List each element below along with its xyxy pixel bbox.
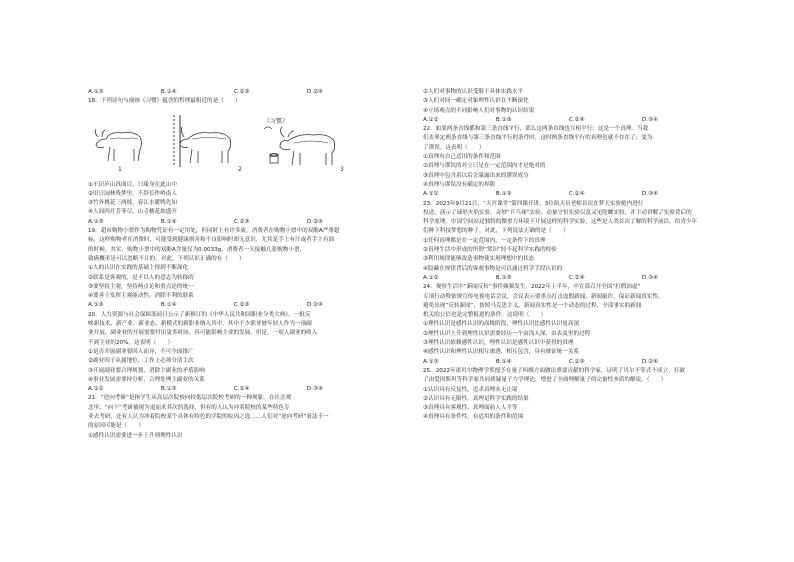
option: C.②④ [568,116,585,123]
option: D.②④ [641,358,658,365]
q23-item: ①任何真理都是在一定范围内，一定条件下的真理 [423,237,546,244]
q23-stem-line: 23．2023年9月21日，“天宫课堂”第四课开讲，3位航天员老师首次在梦天实验舱内进行 [423,200,644,207]
tree-post [174,115,180,167]
q23-stem-line: 投送，演示了球形火焰实验、奇妙“乒乓球”实验、动量守恒实验以及又见陀螺实验，并主动讲解了实验背后的 [423,209,692,216]
q22-options [423,190,658,199]
panel-number: 1 [118,165,122,173]
q19-item: ①人的认识在实践的基础上得到不断深化 [88,265,189,272]
cartoon-panel-1 [95,129,141,161]
option: D.②④ [306,89,323,95]
option: A.①② [423,191,439,198]
q22-stem-line: 们去界定两条直线与第三条直线平行的条件时，这时两条直线平行的真理也就不存在了；变为 [423,135,653,142]
q20-stem-line: 映新技术、新产业、新业态、新模式的新职业纳入其中。其中不少职业被年轻人作为一项副 [88,321,312,328]
option: B.①③ [495,274,512,281]
q21-options [423,116,658,125]
habit-cartoon [88,109,400,179]
q23-item: ②真理生活中形成的所谓“常识”经不起科学实践的检验 [423,247,557,254]
cartoon-panel-3 [270,127,335,165]
q20-item: ④事业发展需要持分析，合理处理主副业的关系 [88,376,205,383]
option: B.①④ [160,218,177,225]
option: C.②④ [568,191,585,198]
cartoon-illustration [88,109,400,179]
q23-stem-line: 科学原理。中国空间站这独特的微重力环境下开展这样的科学实验，这些是人类首次了解的科学前沿，给青少年 [423,219,698,226]
q25-item: ④真理具有条件性，有适用的条件和范围 [423,414,524,421]
option: C.②③ [233,218,250,225]
option: C.②④ [233,386,250,393]
q24-stem-line: 避免出现“反转新闻”，按照马克思主义，新闻真实性是一个动态的过程，全部事实的新闻 [423,302,642,309]
option: A.①③ [88,302,104,309]
q22-stem-line: 了谬误。这表明（ ） [423,144,485,151]
left-column [88,88,400,441]
q25-item: ①认识具有反复性，追求真理永无止境 [423,386,518,393]
q19-item: ④要善于发挥主观能动性，消除不利的联系 [88,293,194,300]
q23-options [423,274,658,283]
q22-item: ①真理有自己适用的条件和范围 [423,154,501,161]
q21-item: ③人们对同一确定对象理性认识在不断深化 [423,98,529,105]
q20-stem-line: 不到主业的20%。这表明（ ） [88,339,174,346]
option: B.①③ [495,191,512,198]
q24-stem-line: 24．观察生活中“新闻反转”事件频频发生，2022年上半年，中宣部召开全国“打假治虚” [423,284,641,291]
option: B.①③ [495,116,512,123]
cartoon-title: 《习惯》 [264,117,289,125]
q22-item: ④真理与谬误没有确定的界限 [423,181,496,188]
q18-item: ③竹外桃花三两枝，春江水暖鸭先知 [88,200,177,207]
option: A.①③ [423,358,439,365]
q23-item: ③利用规律能够改造事物使实现理想中的状态 [423,256,535,263]
q21-item: ②人们对事物的认识受限于具体实践水平 [423,89,524,95]
option: D.③④ [306,386,323,393]
q22-item: ③真理中包含着以后会暴露出来的谬误成分 [423,172,529,179]
q21-stem-line: 念里，“向下”考研被视为退而求其次的选择，但有的人认为冲着院校的某些特色专 [88,404,290,411]
option: C.②③ [233,89,250,95]
option: D.③④ [641,274,658,281]
option: A.①② [423,274,439,281]
q21-item: ④立场观点的不同影响人们对事物的认识结果 [423,107,535,114]
q18-item: ②旧日园林残梦里，不辞长作岭南人 [88,190,177,197]
q19-options [88,301,323,310]
option: D.③④ [641,191,658,198]
option: D.②④ [306,218,323,225]
q21-stem-line: 业去考研，还有人认为冲着院校某个具体有特色的学院的原因之选……人们对“逆向考研”看法不一 [88,414,329,421]
q20-item: ①是否开展副业要因人而异，不可全面推广 [88,348,194,355]
motion-mark [264,127,272,129]
q21-stem-line: 21．“逆向考研”是指学生从高层次院校向较低层次院校考研的一种现象。在社会观 [88,395,292,402]
q19-stem-line: 标，这样购物者在消费时，可能受到健康损害和不良影响时却无意识，尤其是手上有汗或者手上有油 [88,237,335,244]
q17-options [88,88,323,97]
q20-item: ②副业因子从属地位，工作上必须分清主次 [88,358,194,365]
q24-item: ③理性认识依赖感性认识，理性认识是感性认识中获得的真理 [423,340,574,347]
option: B.①④ [160,89,177,95]
q19-stem-line: 致癌概率是可以忽略不计的。对此，下列认识正确的有（ ） [88,255,245,262]
q24-stem-line: 机关的公信也是完整报道的条件。这说明（ ） [423,312,547,319]
q24-item: ④感性认识和理性认识相互渗透、相互包含，具有辩证统一关系 [423,349,580,356]
q25-stem-line: 25．2022年诺贝尔物理学奖授予在量子纠缠方面做出重要贡献的科学家，证明了贝尔不等式不成立，打破 [423,367,685,374]
option: C.②④ [568,274,585,281]
right-column [423,88,735,423]
option: A.①② [88,386,104,393]
q24-item: ①理性认识是感性认识的高级阶段，理性认识比感性认识更高深 [423,321,580,328]
q19-item: ③要坚持主观，坚持两点论和重点论的统一 [88,283,194,290]
q18-item: ④人间四月芳菲尽，山寺桃花始盛开 [88,209,177,216]
q19-stem-line: 的时候。其实，购物小票中的双酚A含量仅为0.0033g，消费者一天接触几张购物小票， [88,246,306,253]
option: B.①③ [160,386,177,393]
option: D.③④ [641,116,658,123]
q25-stem-line: 了由爱因斯坦等科学家共同质疑量子力学理论，增进了全面理解量子的完备性本质的解说。（ ） [423,377,667,384]
q24-item: ②理性认识上升到理性认识需要经历一个由浅入深、由表及里的过程 [423,330,591,337]
option: B.①④ [160,302,177,309]
q20-options [88,385,323,394]
q24-options [423,358,658,367]
panel-number: 3 [340,165,344,173]
q20-stem-line: 20．人力资源与社会保障部前日公示了新修订的《中华人民共和国职业分类大典》，一批反 [88,311,311,318]
q24-stem-line: 专项行动暨依规宣传电视电话会议，会议表示要重点打击虚假新闻，新闻敲诈，保证新闻真实性。 [423,293,664,300]
q20-item: ③开展副业要合理规划，消除主副业的矛盾影响 [88,367,205,374]
q18-options [88,218,323,227]
q20-stem-line: 业开展，副业业的开展需要付出更多时间，容可能影响主业的发展。但是，一项人副业的收入 [88,330,318,337]
option: C.②③ [568,358,585,365]
option: A.①② [423,116,439,123]
cartoon-panel-2 [180,127,231,163]
q21-stem-line: 的原因可能是（ ） [88,423,144,430]
q23-item: ④隐藏在规律背后的客观事物是可以通过科学手段认识的 [423,265,563,272]
panel-number: 2 [238,165,242,173]
option: C.②③ [233,302,250,309]
q19-stem-line: 19．超市购物小票作为购物凭证有一定用处，但同时上有许多流，消费者在购物小票中的双酚A严重超 [88,228,340,235]
q25-item: ②认识具有无限性，真理是科学实践的结果 [423,395,529,402]
q23-stem-line: 们种下科技梦想的种子。对此，下列说法正确的是（ ） [423,228,569,235]
q25-item: ③真理具有客观性，真理面前人人平等 [423,405,518,412]
q18-stem: 18．下列诗句与漫画《习惯》蕴含的哲理最相近的是（ ） [88,98,241,105]
q19-item: ②联系是客观的，是不以人的意志为转移的 [88,274,194,281]
q22-stem-line: 22．如果两条直线都和第三条直线平行，那么这两条直线也互相平行；这是一个真理。当我 [423,126,649,133]
option: A.①③ [88,218,104,225]
option: B.①④ [495,358,512,365]
option: D.②④ [306,302,323,309]
q21-item: ①感性认识需要进一步上升到理性认识 [88,432,183,439]
option: A.①③ [88,89,104,95]
q18-item: ①不识庐山真面目，只缘身在此山中 [88,181,177,188]
q22-item: ②真理与谬误的对立只是在一定范围内才是绝对的 [423,163,546,170]
